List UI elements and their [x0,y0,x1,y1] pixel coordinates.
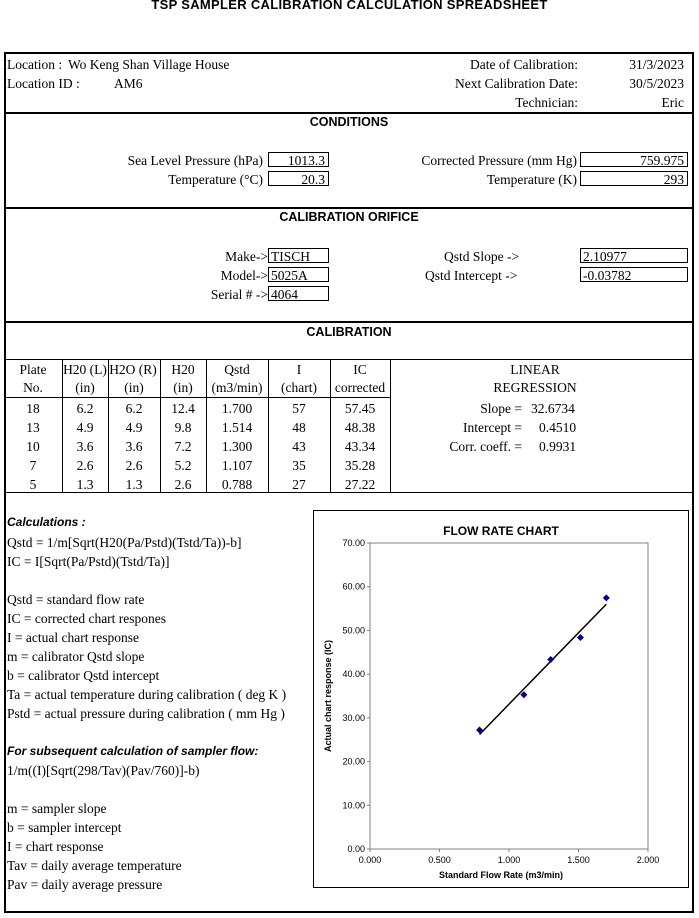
divider [4,207,694,209]
qstd-slope-label: Qstd Slope -> [444,249,520,264]
x-tick-label: 1.000 [497,855,521,865]
column-divider [390,359,391,492]
cell-i: 35 [292,458,306,473]
cell-plate: 18 [26,401,40,416]
cell-h2o-right: 4.9 [125,420,143,435]
x-axis [359,849,660,865]
cell-qstd: 0.788 [221,477,253,492]
definition-line: I = actual chart response [7,630,140,645]
cell-h20-left: 3.6 [76,439,94,454]
y-tick-label: 20.00 [342,756,365,767]
serial-label: Serial # -> [210,287,268,302]
col-header-h20-left: H20 (L) [63,362,107,377]
subsequent-heading: For subsequent calculation of sampler flow: [7,744,259,758]
cell-h20: 2.6 [174,477,192,492]
regression-corr-label: Corr. coeff. = [449,439,522,454]
regression-intercept-label: Intercept = [463,420,522,435]
definition-line: Tav = daily average temperature [7,858,182,873]
cell-ic: 35.28 [344,458,376,473]
next-calibration-value: 30/5/2023 [629,76,684,91]
temperature-c-label: Temperature (°C) [168,172,263,187]
x-tick-label: 0.500 [428,855,451,865]
location-label: Location : [7,57,63,72]
cell-i: 57 [292,401,306,416]
sea-level-pressure-label: Sea Level Pressure (hPa) [127,153,263,168]
col-header-i-unit: (chart) [281,380,317,395]
y-tick-label: 0.00 [347,844,365,854]
y-tick-label: 30.00 [342,712,365,723]
cell-h2o-right: 2.6 [125,458,143,473]
calibration-date-value: 31/3/2023 [629,57,684,72]
sea-level-pressure-value: 1013.3 [268,152,329,167]
model-label: Model-> [220,268,268,283]
x-tick-label: 2.000 [636,855,660,865]
cell-i: 27 [292,477,306,492]
x-tick-label: 0.000 [358,855,382,865]
cell-plate: 5 [29,477,37,492]
cell-h20-left: 4.9 [76,420,94,435]
technician-label: Technician: [515,95,578,110]
next-calibration-label: Next Calibration Date: [455,76,578,91]
formula-ic: IC = I[Sqrt(Pa/Pstd)(Tstd/Ta)] [7,554,170,569]
temperature-k-value: 293 [580,171,688,186]
calculations-heading: Calculations : [7,515,86,529]
definition-line: m = sampler slope [7,801,107,816]
corrected-pressure-value: 759.975 [580,152,688,167]
cell-plate: 10 [26,439,40,454]
cell-h20-left: 6.2 [76,401,94,416]
location-id-label: Location ID : [7,76,80,91]
cell-i: 43 [292,439,306,454]
x-axis-label: Standard Flow Rate (m3/min) [438,870,564,880]
qstd-slope-value: 2.10977 [580,248,688,263]
regression-intercept-value: 0.4510 [539,420,577,435]
y-axis-label: Actual chart response (IC) [323,639,333,753]
calibration-date-label: Date of Calibration: [470,57,578,72]
y-tick-label: 60.00 [342,581,365,592]
page-title: TSP SAMPLER CALIBRATION CALCULATION SPREADSHEET [151,0,548,12]
technician-value: Eric [661,95,684,110]
cell-h2o-right: 3.6 [125,439,143,454]
cell-plate: 13 [26,420,40,435]
conditions-heading: CONDITIONS [309,115,389,129]
regression-slope-label: Slope = [480,401,522,416]
qstd-intercept-value: -0.03782 [580,267,688,282]
col-header-plate-unit: No. [23,380,43,395]
cell-h20-left: 1.3 [76,477,94,492]
cell-h20: 9.8 [174,420,192,435]
cell-h2o-right: 1.3 [125,477,143,492]
qstd-intercept-label: Qstd Intercept -> [425,268,518,283]
y-tick-label: 50.00 [342,625,365,636]
y-tick-label: 40.00 [342,669,365,680]
y-axis [342,538,370,854]
divider [4,112,694,114]
make-value: TISCH [268,248,329,263]
corrected-pressure-label: Corrected Pressure (mm Hg) [421,153,577,168]
location-id-value: AM6 [114,76,143,91]
col-header-h2o-right-unit: (in) [124,380,144,395]
cell-h20: 7.2 [174,439,192,454]
orifice-heading: CALIBRATION ORIFICE [279,210,419,224]
formula-qstd: Qstd = 1/m[Sqrt(H20(Pa/Pstd)(Tstd/Ta))-b] [7,535,242,550]
model-value: 5025A [268,267,329,282]
y-tick-label: 10.00 [342,800,365,811]
location-value: Wo Keng Shan Village House [68,57,230,72]
definition-line: Pstd = actual pressure during calibration ( mm Hg ) [7,706,285,721]
calibration-heading: CALIBRATION [306,325,392,339]
regression-heading-1: LINEAR [510,362,560,377]
cell-h20-left: 2.6 [76,458,94,473]
col-header-i: I [296,362,302,377]
plot-area [370,543,648,849]
cell-plate: 7 [29,458,37,473]
cell-h20: 5.2 [174,458,192,473]
divider [4,321,694,323]
x-tick-label: 1.500 [567,855,590,865]
cell-ic: 27.22 [344,477,376,492]
col-header-h20-unit: (in) [173,380,193,395]
col-header-plate: Plate [19,362,47,377]
col-header-qstd-unit: (m3/min) [211,380,263,395]
definition-line: IC = corrected chart respones [7,611,167,626]
col-header-ic-unit: corrected [334,380,386,395]
cell-qstd: 1.514 [221,420,253,435]
definition-line: I = chart response [7,839,104,854]
cell-ic: 43.34 [344,439,376,454]
col-header-qstd: Qstd [224,362,250,377]
formula-sampler-flow: 1/m((I)[Sqrt(298/Tav)(Pav/760)]-b) [7,763,200,778]
y-tick-label: 70.00 [342,538,365,548]
divider [4,397,390,398]
definition-line: Pav = daily average pressure [7,877,163,892]
cell-ic: 48.38 [344,420,376,435]
cell-ic: 57.45 [344,401,376,416]
make-label: Make-> [225,249,268,264]
serial-value: 4064 [268,286,329,301]
col-header-h2o-right: H2O (R) [109,362,157,377]
chart-title: FLOW RATE CHART [443,524,559,538]
regression-corr-value: 0.9931 [539,439,577,454]
definition-line: m = calibrator Qstd slope [7,649,145,664]
col-header-ic: IC [353,362,367,377]
cell-i: 48 [292,420,306,435]
definition-line: Ta = actual temperature during calibration ( deg K ) [7,687,287,702]
cell-h2o-right: 6.2 [125,401,143,416]
temperature-k-label: Temperature (K) [486,172,577,187]
cell-h20: 12.4 [171,401,195,416]
cell-qstd: 1.300 [221,439,253,454]
col-header-h20: H20 [171,362,195,377]
regression-heading-2: REGRESSION [493,380,577,395]
definition-line: b = sampler intercept [7,820,122,835]
flow-rate-chart-svg [314,511,688,887]
flow-rate-chart [313,510,689,888]
cell-qstd: 1.700 [221,401,253,416]
definition-line: b = calibrator Qstd intercept [7,668,160,683]
cell-qstd: 1.107 [221,458,253,473]
definition-line: Qstd = standard flow rate [7,592,145,607]
regression-slope-value: 32.6734 [531,401,575,416]
temperature-c-value: 20.3 [268,171,329,186]
col-header-h20-left-unit: (in) [75,380,95,395]
